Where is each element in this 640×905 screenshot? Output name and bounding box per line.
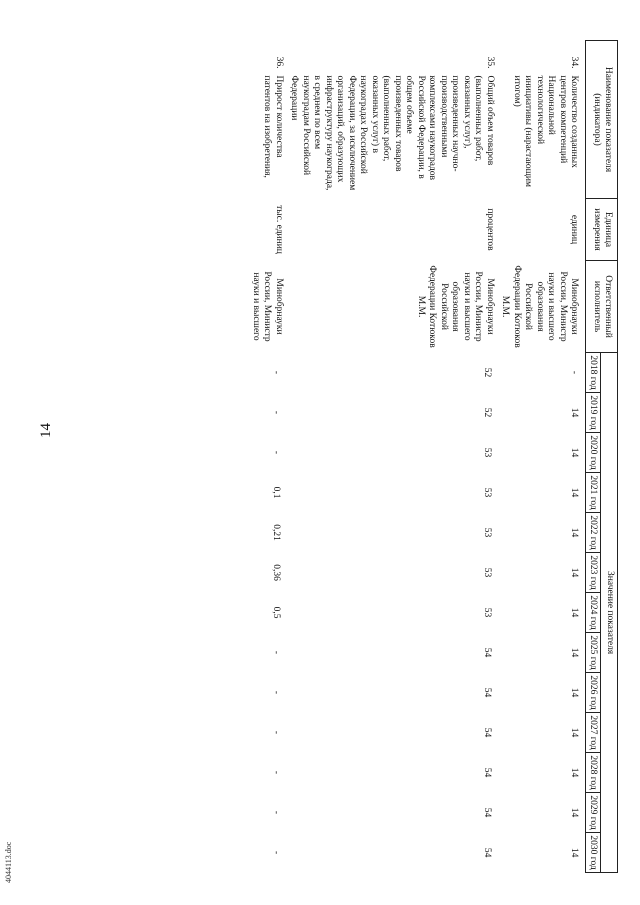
value-cell: 14 xyxy=(569,767,580,778)
row-number: 36. xyxy=(274,56,284,69)
table-row xyxy=(248,41,287,873)
value-cell: 14 xyxy=(569,447,580,458)
header-year: 2018 год xyxy=(586,353,601,393)
value-cell: 14 xyxy=(569,647,580,658)
value-cell: 14 xyxy=(569,407,580,418)
value-cell: 0,36 xyxy=(271,564,281,581)
value-cell: 14 xyxy=(569,807,580,818)
header-year: 2027 год xyxy=(586,713,601,753)
value-cell: 52 xyxy=(482,367,492,378)
value-cell: 52 xyxy=(482,407,492,418)
header-responsible: Ответственный исполнитель xyxy=(586,261,618,353)
header-year: 2029 год xyxy=(586,793,601,833)
header-year: 2023 год xyxy=(586,553,601,593)
value-cell: 53 xyxy=(482,487,492,498)
value-cell: - xyxy=(271,370,281,375)
value-cell: 54 xyxy=(482,727,492,738)
value-cell: 14 xyxy=(569,527,580,538)
indicator-responsible: Минобрнауки России, Министр науки и высшего xyxy=(251,271,284,342)
value-cell: 53 xyxy=(482,607,492,618)
value-cell: - xyxy=(271,851,281,855)
header-indicator-name: Наименование показателя (индикатора) xyxy=(586,41,618,199)
value-cell: 54 xyxy=(482,807,492,818)
indicator-name: Общий объем товаров (выполненных работ, оказанных услуг), произведенных научно-производственными комплексами наукоградов Российской Федерации, в общем объеме произведенных товаров (выполненных работ, оказанных услуг) в наукоградах Российской Федерации, за исключением организаций, образующих инфраструктуру наукограда, в среднем по всем наукоградам Российской Федерации xyxy=(289,75,495,191)
header-year: 2024 год xyxy=(586,593,601,633)
value-cell: - xyxy=(271,810,281,815)
table-row xyxy=(497,41,586,873)
value-cell: 53 xyxy=(482,447,492,458)
value-cell: - xyxy=(569,370,580,375)
value-cell: 14 xyxy=(569,847,580,858)
document-code: 4044113.doc xyxy=(4,841,13,883)
indicator-unit: тыс. единиц xyxy=(274,205,284,254)
value-cell: 54 xyxy=(482,687,492,698)
value-cell: - xyxy=(271,690,281,695)
value-cell: 0,1 xyxy=(271,486,281,499)
header-year: 2020 год xyxy=(586,433,601,473)
value-cell: 14 xyxy=(569,727,580,738)
value-cell: - xyxy=(271,770,281,775)
value-cell: 14 xyxy=(569,567,580,578)
indicator-name: Количество созданных центров компетенций Национальной технологической инициативы (нарастающим итогом) xyxy=(512,75,580,188)
value-cell: 14 xyxy=(569,487,580,498)
indicators-table xyxy=(248,40,619,873)
header-year: 2026 год xyxy=(586,673,601,713)
header-year: 2025 год xyxy=(586,633,601,673)
value-cell: 0,21 xyxy=(271,524,281,541)
value-cell: 0,5 xyxy=(271,606,281,619)
value-cell: 14 xyxy=(569,607,580,618)
indicator-name: Прирост количества патентов на изобретения, xyxy=(262,75,284,178)
header-year: 2021 год xyxy=(586,473,601,513)
header-year: 2030 год xyxy=(586,833,601,873)
value-cell: - xyxy=(271,650,281,655)
row-number: 34. xyxy=(569,56,580,69)
value-cell: 53 xyxy=(482,567,492,578)
header-year: 2028 год xyxy=(586,753,601,793)
value-cell: 54 xyxy=(482,647,492,658)
header-year: 2022 год xyxy=(586,513,601,553)
indicator-unit: процентов xyxy=(485,208,495,251)
value-cell: - xyxy=(271,410,281,415)
indicator-responsible: Минобрнауки России, Министр науки и высшего образования Российской Федерации Котюков М.М. xyxy=(500,265,580,348)
value-cell: 54 xyxy=(482,847,492,858)
indicator-unit: единиц xyxy=(569,214,580,245)
row-number: 35. xyxy=(485,56,495,69)
value-cell: 54 xyxy=(482,767,492,778)
header-year: 2019 год xyxy=(586,393,601,433)
indicator-responsible: Минобрнауки России, Министр науки и высшего образования Российской Федерации Котюков М.М. xyxy=(416,265,495,348)
header-unit: Единица измерения xyxy=(586,199,618,261)
value-cell: - xyxy=(271,730,281,735)
value-cell: - xyxy=(271,450,281,455)
table-row xyxy=(286,41,497,873)
header-values-group: Значение показателя xyxy=(601,353,618,873)
value-cell: 53 xyxy=(482,527,492,538)
value-cell: 14 xyxy=(569,687,580,698)
rotated-table-container xyxy=(76,40,618,872)
page-number: 14 xyxy=(38,423,54,438)
